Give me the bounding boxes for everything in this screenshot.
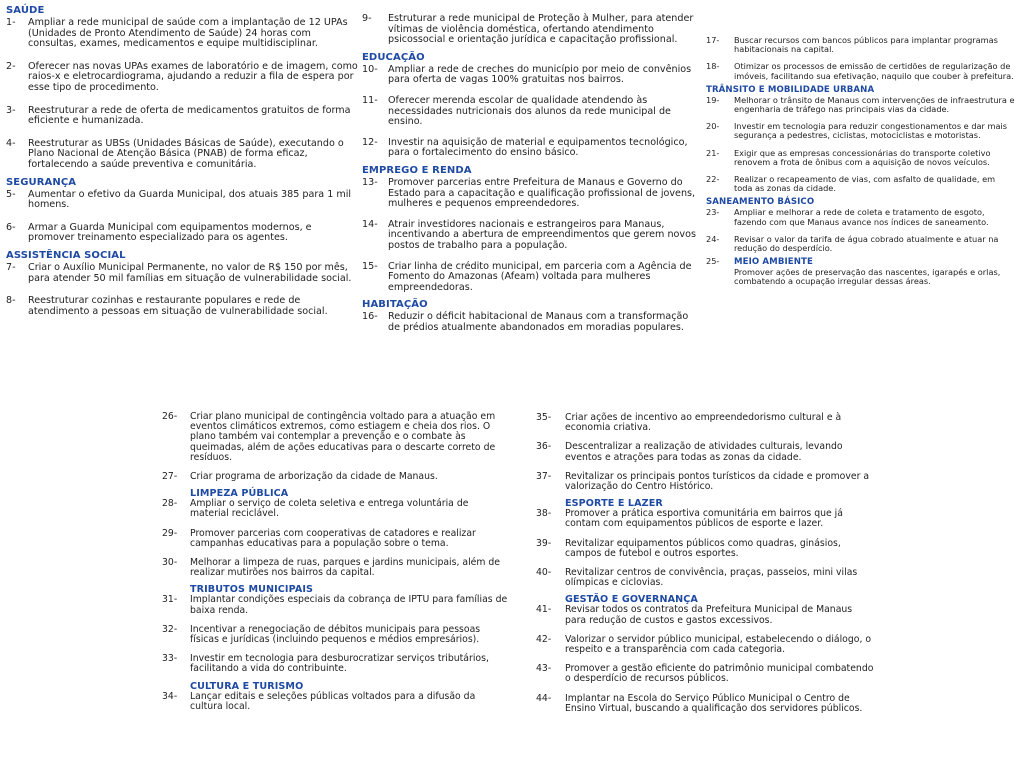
item-text: Ampliar a rede municipal de saúde com a implantação de 12 UPAs (Unidades de Pronto Atendimento de Saúde) 24 horas com consultas, exames, medicamentos e equipe multidisciplinar. [28,17,348,50]
item-number: 31- [162,594,178,606]
list-item [362,138,702,159]
item-number: 3- [6,104,16,116]
item-number: 8- [6,295,16,307]
item-text: Valorizar o servidor público municipal, estabelecendo o diálogo, o respeito e a transparência com cada categoria. [565,633,872,656]
list-item [6,139,358,171]
item-number: 40- [536,567,552,579]
list-item [6,106,358,127]
item-number: 22- [706,174,720,185]
item-text: Exigir que as empresas concessionárias do transporte coletivo renovem a frota de ônibus com a aquisição de novos veículos. [734,147,991,167]
item-number: 30- [162,557,178,569]
section-title-saude: SAÚDE [6,5,45,16]
item-number: 23- [706,207,720,218]
item-number: 10- [362,63,378,75]
item-text: Criar plano municipal de contingência voltado para a atuação em eventos climáticos extremos, como estiagem e cheia dos rios. O plano também vai contemplar a prevenção e o combate às queimadas, além de ações educativas para o descarte correto de resíduos. [190,411,496,463]
list-item [162,692,510,712]
item-text: Otimizar os processos de emissão de certidões de regularização de imóveis, facilitando sua efetivação, naquilo que couber à prefeitura. [734,61,1014,81]
item-text: Incentivar a renegociação de débitos municipais para pessoas físicas e jurídicas (incluindo pequenos e médios empresários). [190,623,481,646]
item-text: Promover parcerias com cooperativas de catadores e realizar campanhas educativas para a população sobre o tema. [190,527,476,549]
list-item [362,96,702,128]
item-number: 38- [536,508,552,520]
item-text: Atrair investidores nacionais e estrangeiros para Manaus, incentivando a abertura de empreendimentos que gerem novos postos de trabalho para a população. [388,218,696,251]
item-text: Realizar o recapeamento de vias, com asfalto de qualidade, em toda as zonas da cidade. [734,174,996,194]
item-number: 27- [162,471,178,483]
list-item [362,220,702,252]
item-number: 11- [362,94,378,106]
item-text: Revitalizar centros de convivência, praças, passeios, mini vilas olímpicas e ciclovias. [565,567,858,589]
list-item [706,96,1016,114]
item-text: Ampliar a rede de creches do município por meio de convênios para oferta de vagas 100% gratuitas nos bairros. [388,63,692,86]
item-number: 14- [362,218,378,230]
item-text: Investir em tecnologia para desburocratizar serviços tributários, facilitando a vida do contribuinte. [190,653,489,675]
item-number: 35- [536,412,552,423]
list-item [706,62,1016,80]
item-text: Implantar na Escola do Serviço Público Municipal o Centro de Ensino Virtual, buscando a qualificação dos servidores públicos. [565,692,863,714]
item-number: 36- [536,441,552,453]
section-title-assistencia-social: ASSISTÊNCIA SOCIAL [6,249,126,261]
item-number: 12- [362,136,378,148]
item-text: Criar ações de incentivo ao empreendedorismo cultural e à economia criativa. [565,412,842,434]
column-5 [536,413,876,714]
item-text: Descentralizar a realização de atividades culturais, levando eventos e atrações para todas as zonas da cidade. [565,441,843,463]
item-number: 24- [706,233,720,244]
section-title-meio-ambiente: MEIO AMBIENTE [734,257,813,268]
list-item [362,312,702,333]
item-number: 41- [536,604,552,616]
item-number: 43- [536,663,552,675]
list-item [162,654,510,674]
item-number: 16- [362,311,378,323]
item-number: 20- [706,121,720,132]
list-item [706,122,1016,140]
item-number: 1- [6,17,16,28]
item-number: 15- [362,260,378,272]
list-item [6,62,358,94]
item-number: 28- [162,498,178,510]
list-item [162,529,510,549]
item-text: Promover a prática esportiva comunitária em bairros que já contam com equipamentos públicos de esporte e lazer. [565,508,843,530]
list-item [706,149,1016,167]
list-item [536,664,876,684]
item-number: 21- [706,147,720,158]
item-text: Ampliar e melhorar a rede de coleta e tratamento de esgoto, fazendo com que Manaus avance nos índices de saneamento. [734,207,989,227]
item-number: 34- [162,690,178,702]
list-item [536,694,876,714]
list-item [162,412,510,463]
list-item [706,175,1016,193]
section-title-emprego-e-renda: EMPREGO E RENDA [362,164,472,176]
item-number: 32- [162,623,178,635]
item-text: Criar linha de crédito municipal, em parceria com a Agência de Fomento do Amazonas (Afeam) voltada para mulheres empreendedoras. [388,260,692,293]
item-text: Investir em tecnologia para reduzir congestionamentos e dar mais segurança a pedestres, ciclistas, motociclistas e motoristas. [734,121,1008,141]
list-item [536,539,876,559]
list-item [162,499,510,519]
item-text: Estruturar a rede municipal de Proteção à Mulher, para atender vítimas de violência doméstica, ofertando atendimento psicossocial e orientação jurídica e capacitação profissional. [388,13,694,46]
item-number: 13- [362,176,378,188]
item-text: Investir na aquisição de material e equipamentos tecnológico, para o fortalecimento do ensino básico. [388,136,688,159]
list-item [706,208,1016,226]
item-number: 33- [162,653,178,665]
item-number: 5- [6,188,16,200]
list-item [706,235,1016,253]
list-item [536,635,876,655]
list-item [362,14,702,46]
item-number: 2- [6,60,16,72]
item-text: Promover a gestão eficiente do patrimônio municipal combatendo o desperdício de recursos públicos. [565,663,874,685]
item-number: 4- [6,137,16,149]
item-text: Reestruturar as UBSs (Unidades Básicas de Saúde), executando o Plano Nacional de Atenção Básica (PNAB) de forma eficaz, fortalecendo a saúde preventiva e comunitária. [28,137,344,170]
section-title-cultura-e-turismo: CULTURA E TURISMO [190,680,304,692]
item-text: Criar o Auxílio Municipal Permanente, no valor de R$ 150 por mês, para atender 50 mil famílias em situação de vulnerabilidade social. [28,261,352,284]
list-item [6,263,358,284]
list-item [536,472,876,492]
list-item [706,36,1016,54]
list-item [536,509,876,529]
item-text: Promover parcerias entre Prefeitura de Manaus e Governo do Estado para a capacitação e qualificação profissional de jovens, mulheres e pequenos empreendedores. [388,176,696,210]
item-number: 19- [706,94,720,105]
item-number: 25- [706,256,720,267]
item-number: 26- [162,411,178,422]
item-number: 39- [536,537,552,549]
section-title-educacao: EDUCAÇÃO [362,51,425,63]
item-number: 42- [536,633,552,645]
item-text: Armar a Guarda Municipal com equipamentos modernos, e promover treinamento especializado para os agentes. [28,221,312,244]
list-item [6,18,358,50]
column-1 [6,5,358,317]
column-2 [362,14,702,333]
section-title-saneamento: SANEAMENTO BÁSICO [706,197,815,208]
item-number: 37- [536,470,552,482]
item-number: 9- [362,13,372,24]
meio-ambiente-block [706,257,1016,286]
list-item [6,223,358,244]
list-item [362,178,702,210]
item-text: Oferecer nas novas UPAs exames de laboratório e de imagem, como raios-x e eletrocardiograma, ajudando a reduzir a fila de espera por esse tipo de procedimento. [28,60,358,93]
item-text: Buscar recursos com bancos públicos para implantar programas habitacionais na capital. [734,35,998,55]
section-title-esporte-e-lazer: ESPORTE E LAZER [565,498,663,510]
list-item [536,568,876,588]
list-item [536,413,876,433]
list-item [6,190,358,211]
section-title-tributos-municipais: TRIBUTOS MUNICIPAIS [190,584,314,596]
item-text: Revisar o valor da tarifa de água cobrado atualmente e atuar na redução do desperdício. [734,233,999,254]
item-text: Lançar editais e seleções públicas voltados para a difusão da cultura local. [190,690,476,712]
list-item [6,296,358,317]
item-text: Aumentar o efetivo da Guarda Municipal, dos atuais 385 para 1 mil homens. [28,188,352,211]
list-item [536,605,876,625]
item-text: Ampliar o serviço de coleta seletiva e entrega voluntária de material reciclável. [190,498,469,520]
item-number: 29- [162,527,178,539]
column-4 [162,412,510,712]
item-number: 44- [536,692,552,704]
section-title-gestao-e-governanca: GESTÃO E GOVERNANÇA [565,594,698,606]
list-item [162,595,510,615]
item-text: Reduzir o déficit habitacional de Manaus com a transformação de prédios atualmente abandonados em moradias populares. [388,311,689,333]
list-item [536,442,876,462]
section-title-limpeza-publica: LIMPEZA PÚBLICA [190,488,289,500]
item-text: Reestruturar a rede de oferta de medicamentos gratuitos de forma eficiente e humanizada. [28,104,351,127]
section-title-habitacao: HABITAÇÃO [362,299,428,311]
section-title-seguranca: SEGURANÇA [6,176,77,188]
section-title-transito: TRÂNSITO E MOBILIDADE URBANA [706,84,875,95]
item-text: Revitalizar equipamentos públicos como quadras, ginásios, campos de futebol e outros esportes. [565,537,841,559]
item-text: Revitalizar os principais pontos turísticos da cidade e promover a valorização do Centro Histórico. [565,470,870,493]
list-item [162,625,510,645]
item-text: Melhorar a limpeza de ruas, parques e jardins municipais, além de realizar mutirões nos bairros da capital. [190,557,501,579]
item-text: Promover ações de preservação das nascentes, igarapés e orlas, combatendo a ocupação irregular dessas áreas. [734,267,1001,287]
item-number: 6- [6,221,16,233]
list-item [362,65,702,86]
item-number: 17- [706,35,720,45]
item-text: Criar programa de arborização da cidade de Manaus. [190,471,438,483]
item-text: Implantar condições especiais da cobrança de IPTU para famílias de baixa renda. [190,594,508,616]
item-text: Revisar todos os contratos da Prefeitura Municipal de Manaus para redução de custos e gastos excessivos. [565,604,853,626]
item-number: 18- [706,61,720,72]
list-item [162,558,510,578]
item-text: Oferecer merenda escolar de qualidade atendendo às necessidades nutricionais dos alunos da rede municipal de ensino. [388,94,671,128]
column-3 [706,36,1016,287]
list-item [162,472,510,482]
item-text: Reestruturar cozinhas e restaurante populares e rede de atendimento a pessoas em situação de vulnerabilidade social. [28,295,328,317]
item-number: 7- [6,261,16,273]
item-text: Melhorar o trânsito de Manaus com intervenções de infraestrutura e engenharia de tráfego nas principais vias da cidade. [734,94,1015,115]
list-item [362,262,702,294]
